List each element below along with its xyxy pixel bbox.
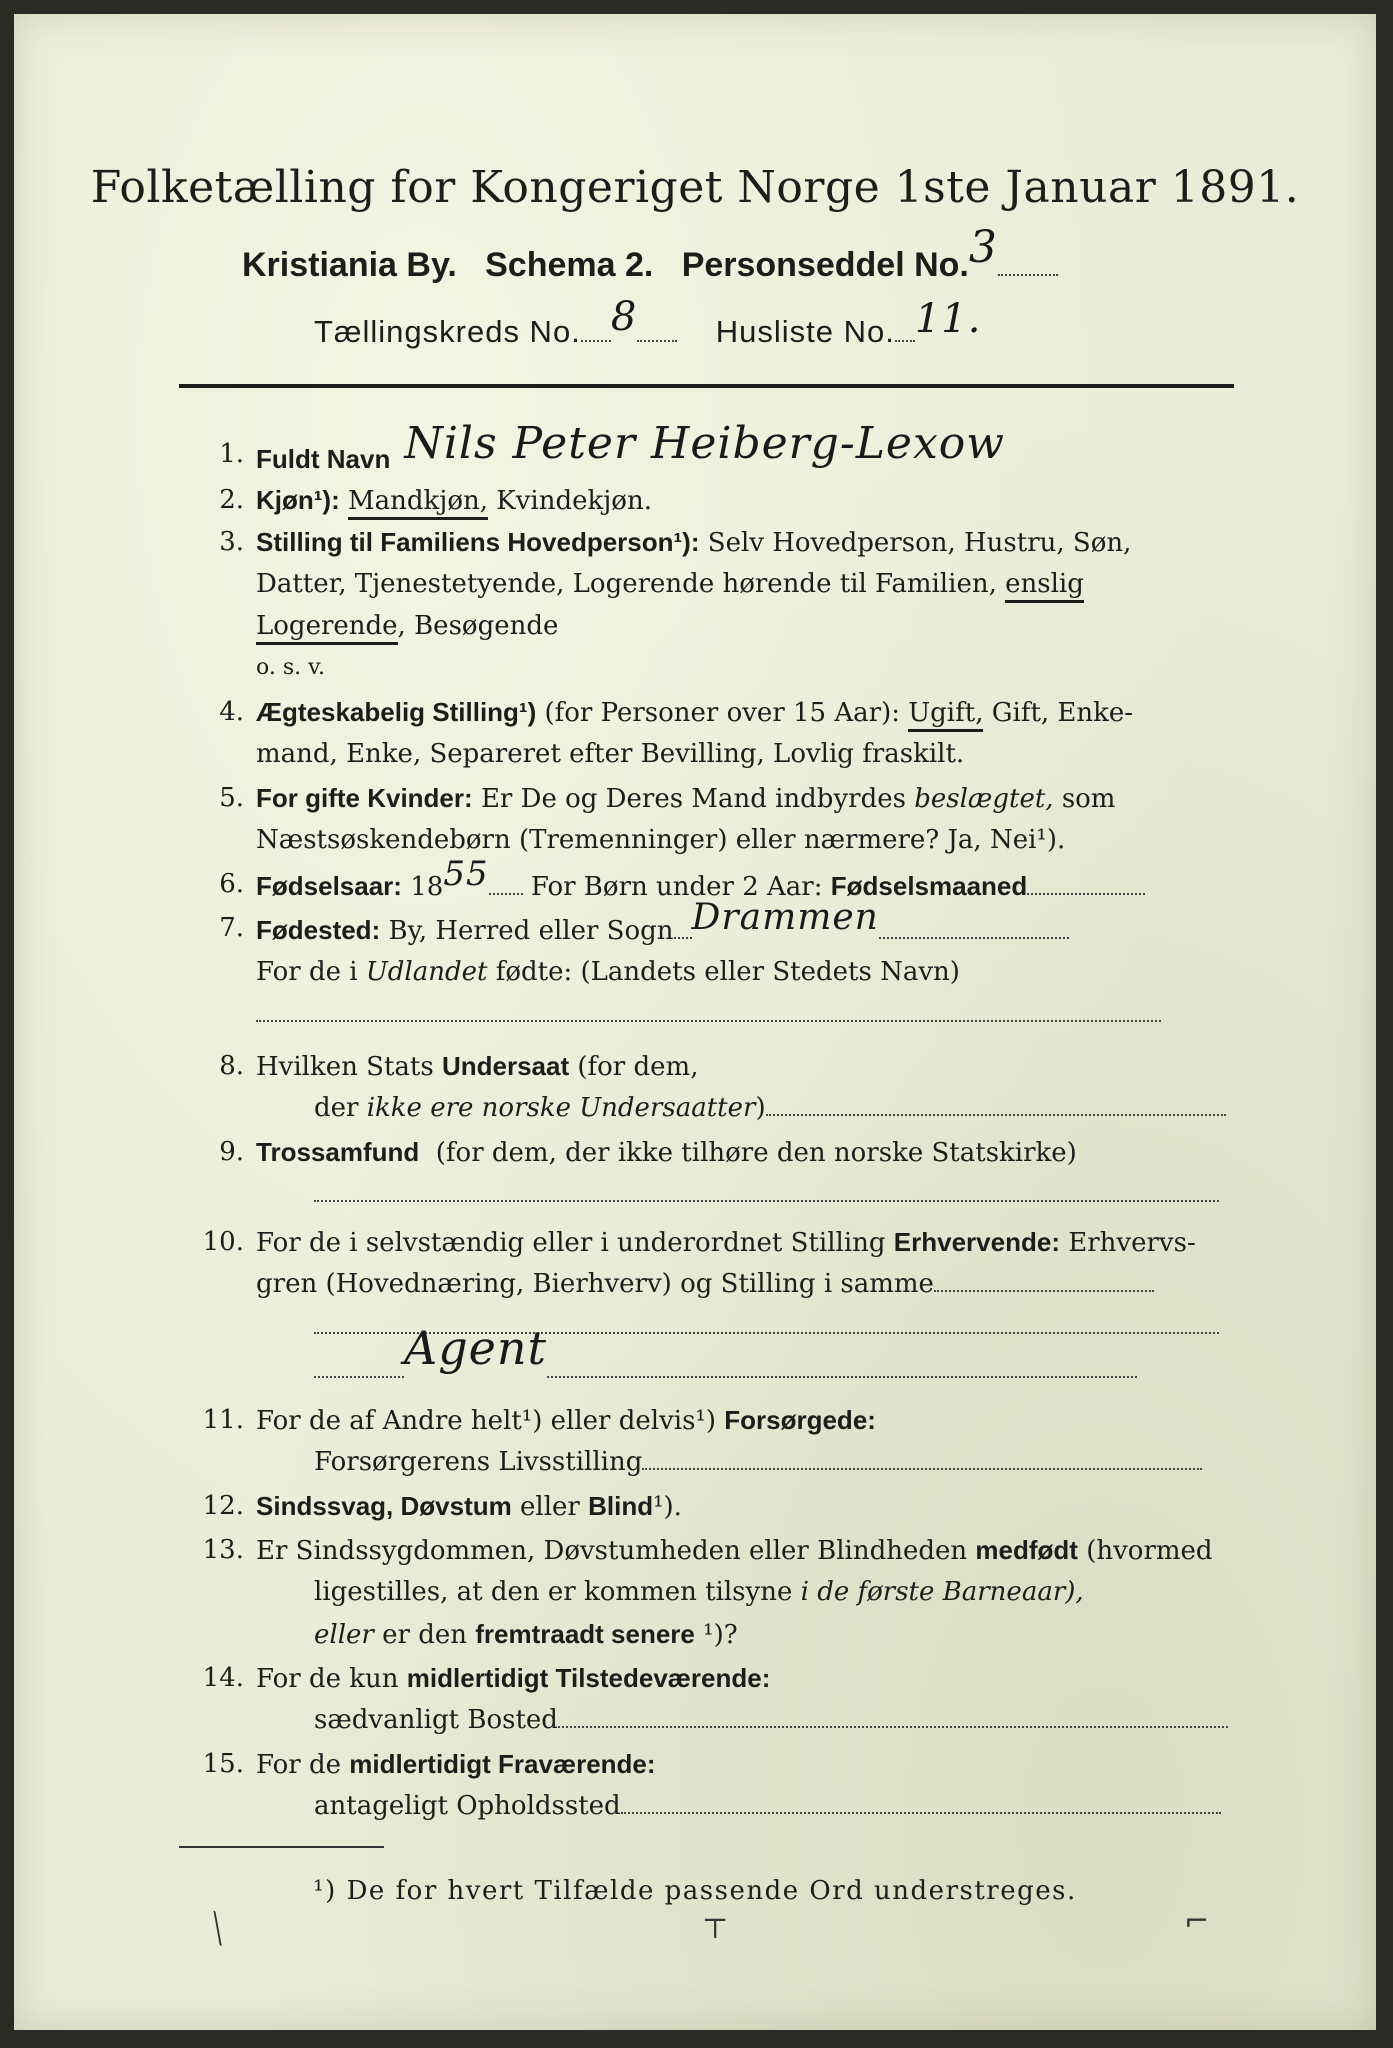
kreds-label: Tællingskreds No. [314,314,581,349]
label-fuldt-navn: Fuldt Navn [256,444,391,474]
personseddel-value: 3 [968,222,998,273]
item-7-line-1: By, Herred eller Sogn [388,916,674,946]
item-13-line-3a: er den [382,1620,467,1650]
label-undersaat: Undersaat [441,1051,570,1081]
item-11-line-1a: For de af Andre helt¹) eller delvis¹) [256,1406,716,1436]
label-sindssvag: Sindssvag, Døvstum [256,1491,512,1521]
item-10-line-2: gren (Hovednæring, Bierhverv) og Stilling i samme [256,1269,934,1299]
item-15-line-2: antageligt Opholdssted [314,1791,621,1821]
item-8-line-1a: Hvilken Stats [256,1052,434,1082]
label-trossamfund: Trossamfund [256,1137,420,1167]
item-4-line-2: mand, Enke, Separeret efter Bevilling, Lovlig fraskilt. [256,739,965,769]
item-13-line-1a: Er Sindssygdommen, Døvstumheden eller Blindheden [256,1536,968,1566]
item-7-line-2a: For de i [256,957,358,987]
label-fodested: Fødested: [256,915,381,945]
item-8-der: der [314,1093,359,1123]
item-3-line-1: Selv Hovedperson, Hustru, Søn, [707,528,1132,558]
item-number: 6. [219,869,244,899]
item-8-line-1c: (for dem, [577,1052,699,1082]
label-tilstedevaerende: midlertidigt Tilstedeværende: [406,1663,771,1693]
label-blind: Blind [588,1491,654,1521]
footnote: ¹) De for hvert Tilfælde passende Ord understreges. [313,1876,1077,1906]
item-8-ikke-norske: ikke ere norske Undersaatter [366,1093,756,1123]
item-7-line-2b: fødte: (Landets eller Stedets Navn) [495,957,960,987]
item-14-line-2: sædvanligt Bosted [314,1705,558,1735]
item-number: 8. [219,1051,244,1081]
item-12-eller: eller [520,1492,580,1522]
item-number: 10. [202,1227,244,1257]
item-5-beslaegtet: beslægtet, [914,784,1054,814]
item-number: 9. [219,1137,244,1167]
header-line-2 [242,222,1058,287]
label-fodselsaar: Fødselsaar: [256,871,402,901]
item-13-eller: eller [314,1620,374,1650]
option-kvindekjon: Kvindekjøn. [496,486,652,516]
item-number: 11. [202,1405,244,1435]
item-11-line-2: Forsørgerens Livsstilling [314,1447,643,1477]
schema-label: Schema 2. [485,246,654,284]
item-5-som: som [1061,784,1116,814]
item-5-line-1: Er De og Deres Mand indbyrdes [480,784,906,814]
label-medfodt: medfødt [975,1535,1078,1565]
label-fravaerende: midlertidigt Fraværende: [349,1749,656,1779]
item-5-line-2: Næstsøskendebørn (Tremenninger) eller nærmere? Ja, Nei¹). [256,825,1066,855]
item-number: 14. [202,1663,244,1693]
item-number: 3. [219,527,244,557]
item-number: 15. [202,1749,244,1779]
scratch-mark: ⟍ [195,1905,239,1954]
option-mandkjon: Mandkjøn, [348,486,488,520]
label-aegteskabelig: Ægteskabelig Stilling¹) [256,697,537,727]
option-enslig: enslig [1005,569,1084,603]
answer-birthplace: Drammen [691,897,879,938]
label-stilling: Stilling til Familiens Hovedperson¹): [256,527,700,557]
kreds-value: 8 [610,294,638,340]
label-erhvervende: Erhvervende: [893,1227,1060,1257]
label-gifte-kvinder: For gifte Kvinder: [256,783,473,813]
option-logerende: Logerende [256,611,398,645]
item-3-line-2: Datter, Tjenestetyende, Logerende hørende til Familien, [256,569,997,599]
option-ugift: Ugift, [908,698,983,732]
label-kjon: Kjøn¹): [256,485,340,515]
form-title: Folketælling for Kongeriget Norge 1ste Januar 1891. [90,162,1300,213]
city-label: Kristiania By. [242,246,457,284]
item-3-line-3: , Besøgende [397,611,559,641]
personseddel-label: Personseddel No. [681,246,969,284]
item-8-close: ) [755,1093,766,1123]
item-4-line-1b: Gift, Enke- [991,698,1134,728]
item-15-line-1a: For de [256,1750,341,1780]
scratch-mark: ⌐ [1184,1904,1210,1939]
answer-name: Nils Peter Heiberg-Lexow [404,418,1005,469]
label-fodselsmaaned: Fødselsmaaned [830,871,1028,901]
husliste-label: Husliste No. [715,314,895,349]
header-divider [179,384,1234,388]
item-10-line-1a: For de i selvstændig eller i underordnet Stilling [256,1228,886,1258]
item-6-mid: For Børn under 2 Aar: [530,872,823,902]
item-13-line-1b: (hvormed [1086,1536,1213,1566]
item-7-udlandet: Udlandet [365,957,488,987]
answer-occupation: Agent [404,1321,547,1375]
answer-birth-year: 55 [443,854,489,894]
item-number: 1. [219,439,244,469]
item-3-line-4: o. s. v. [256,655,325,680]
item-13-line-3b: ¹)? [703,1620,738,1650]
scratch-mark: ⊤ [702,1912,729,1945]
item-number: 2. [219,485,244,515]
item-13-barneaar: i de første Barneaar), [800,1577,1084,1607]
item-12-tail: ¹). [653,1492,682,1522]
year-prefix: 18 [410,872,444,902]
item-number: 13. [202,1535,244,1565]
item-number: 7. [219,913,244,943]
item-9-line-1: (for dem, der ikke tilhøre den norske Statskirke) [435,1138,1077,1168]
item-number: 12. [202,1491,244,1521]
census-form-page [14,14,1376,2030]
item-4-line-1: (for Personer over 15 Aar): [544,698,900,728]
item-number: 4. [219,697,244,727]
label-forsorgede: Forsørgede: [724,1405,876,1435]
item-number: 5. [219,783,244,813]
footnote-divider [179,1846,384,1848]
item-10-line-1b: Erhvervs- [1068,1228,1196,1258]
item-13-line-2a: ligestilles, at den er kommen tilsyne [314,1577,793,1607]
item-14-line-1a: For de kun [256,1664,399,1694]
header-line-3 [314,294,982,352]
label-fremtraadt-senere: fremtraadt senere [475,1619,695,1649]
husliste-value: 11. [914,296,982,342]
